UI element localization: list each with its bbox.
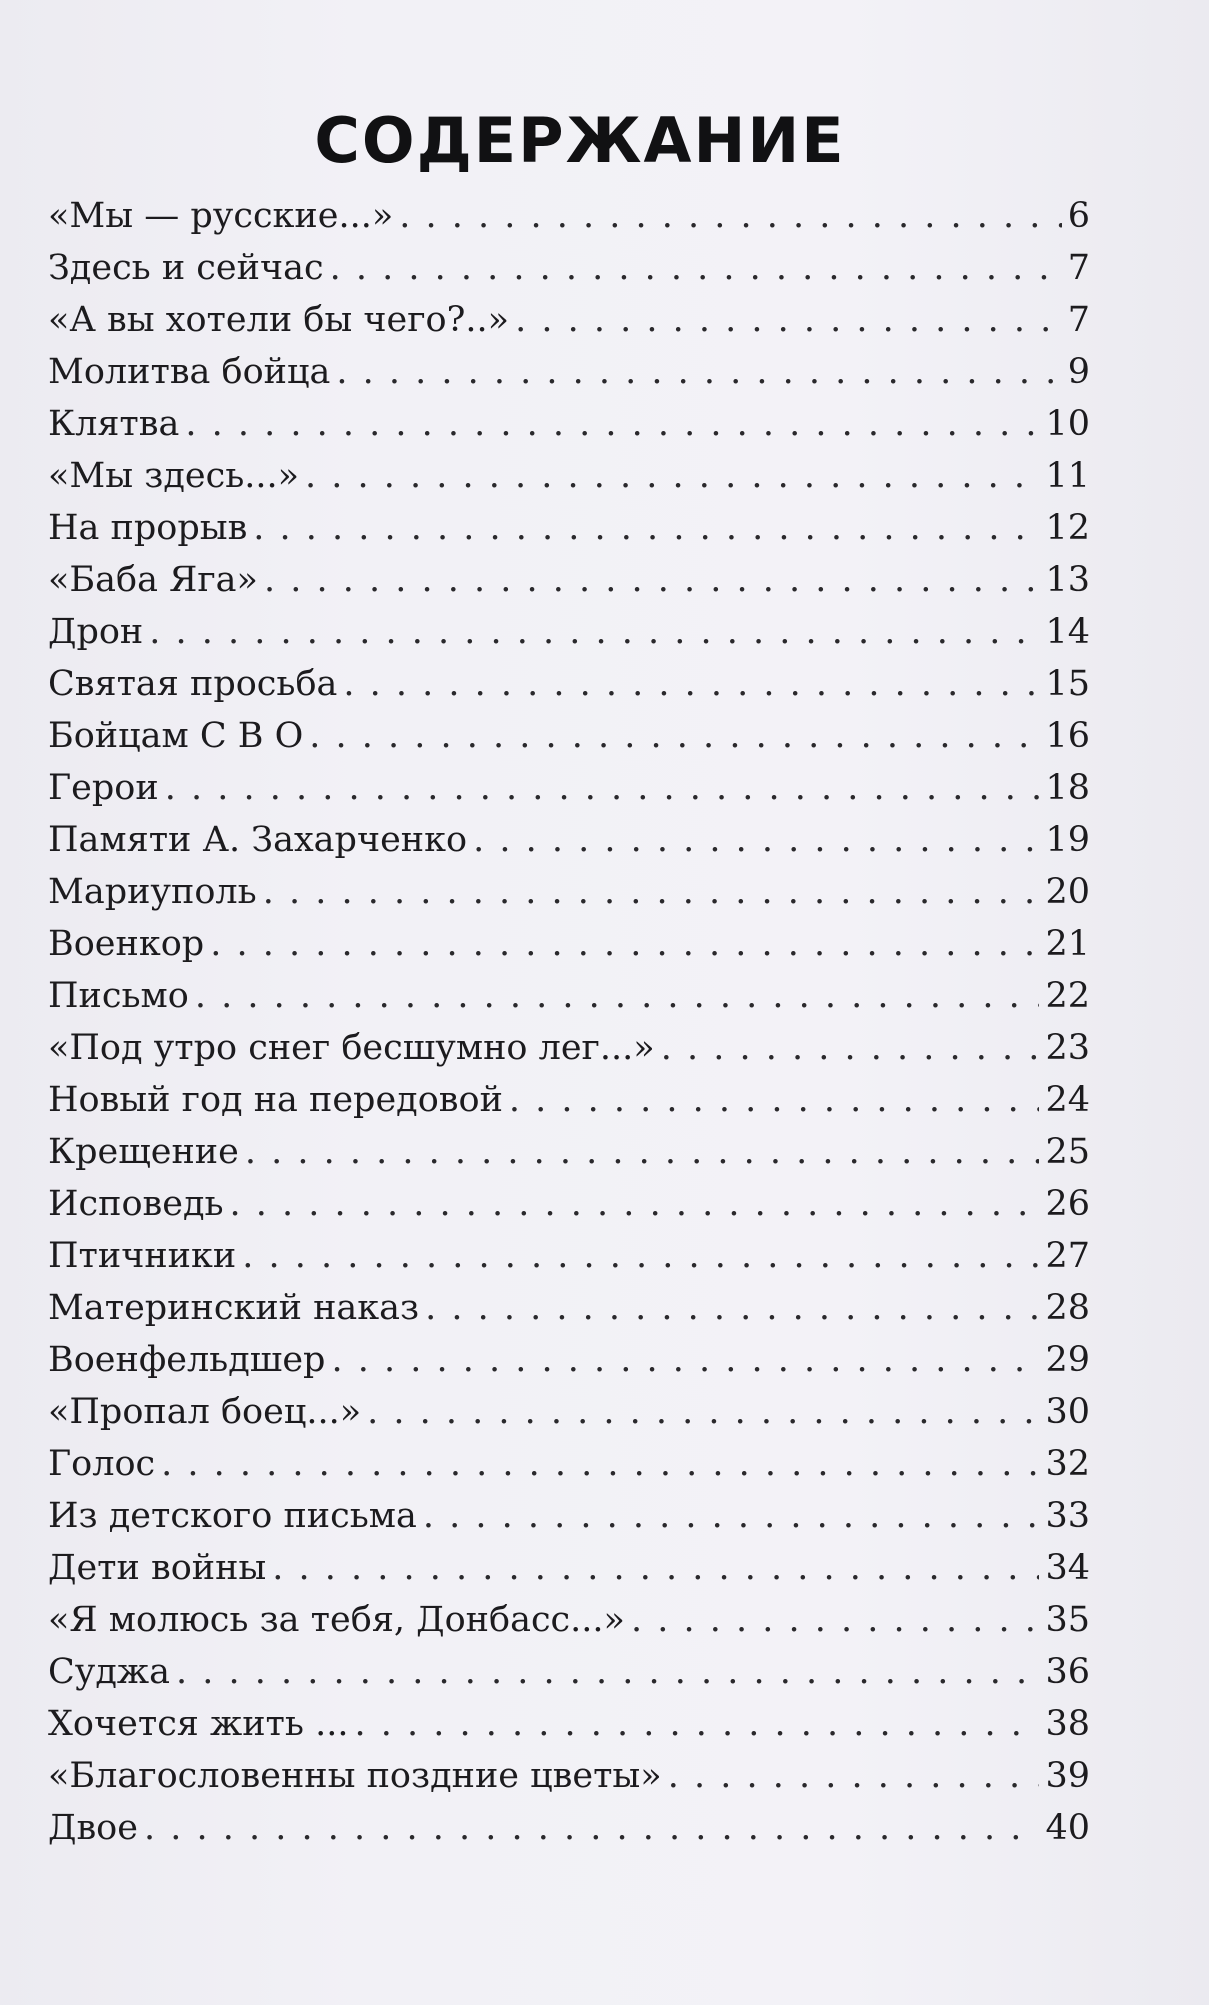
dot-leader — [161, 1438, 1039, 1490]
toc-entry — [48, 554, 1090, 606]
toc-entry-page-number: 40 — [1045, 1808, 1090, 1848]
dot-leader — [195, 970, 1040, 1022]
dot-leader — [343, 658, 1039, 710]
toc-entry — [48, 1074, 1090, 1126]
table-of-contents — [48, 190, 1090, 1854]
toc-entry-page-number: 28 — [1045, 1288, 1090, 1328]
toc-entry-page-number: 18 — [1045, 768, 1090, 808]
toc-entry-page-number: 25 — [1045, 1132, 1090, 1172]
dot-leader — [149, 606, 1039, 658]
toc-entry — [48, 190, 1090, 242]
toc-entry-page-number: 38 — [1045, 1704, 1090, 1744]
toc-entry — [48, 1022, 1090, 1074]
toc-entry-title: «Баба Яга» — [48, 560, 258, 600]
toc-entry — [48, 1698, 1090, 1750]
toc-entry-page-number: 33 — [1045, 1496, 1090, 1536]
toc-entry-title: Святая просьба — [48, 664, 338, 704]
toc-entry-title: Бойцам С В О — [48, 716, 304, 756]
dot-leader — [253, 502, 1039, 554]
toc-entry — [48, 1334, 1090, 1386]
toc-entry-page-number: 16 — [1045, 716, 1090, 756]
toc-entry-page-number: 32 — [1045, 1444, 1090, 1484]
dot-leader — [631, 1594, 1040, 1646]
toc-entry-page-number: 7 — [1067, 300, 1090, 340]
toc-entry-page-number: 14 — [1045, 612, 1090, 652]
toc-entry-title: Мариуполь — [48, 872, 257, 912]
toc-entry-title: Крещение — [48, 1132, 239, 1172]
toc-entry-title: Голос — [48, 1444, 156, 1484]
toc-entry-title: «Мы здесь...» — [48, 456, 300, 496]
toc-entry-page-number: 12 — [1045, 508, 1090, 548]
toc-entry-page-number: 27 — [1045, 1236, 1090, 1276]
dot-leader — [245, 1126, 1040, 1178]
toc-entry-page-number: 20 — [1045, 872, 1090, 912]
toc-entry — [48, 294, 1090, 346]
page-title: СОДЕРЖАНИЕ — [314, 103, 846, 177]
toc-entry — [48, 242, 1090, 294]
toc-entry — [48, 1386, 1090, 1438]
dot-leader — [354, 1698, 1039, 1750]
dot-leader — [668, 1750, 1040, 1802]
toc-entry — [48, 658, 1090, 710]
toc-entry-title: Письмо — [48, 976, 189, 1016]
toc-entry — [48, 346, 1090, 398]
toc-entry-page-number: 10 — [1045, 404, 1090, 444]
toc-entry — [48, 1230, 1090, 1282]
toc-entry — [48, 1802, 1090, 1854]
toc-entry — [48, 1750, 1090, 1802]
toc-entry-page-number: 29 — [1045, 1340, 1090, 1380]
dot-leader — [305, 450, 1039, 502]
toc-entry-title: «Благословенны поздние цветы» — [48, 1756, 662, 1796]
toc-entry-title: Двое — [48, 1808, 138, 1848]
dot-leader — [210, 918, 1039, 970]
toc-entry-title: Хочется жить ... — [48, 1704, 349, 1744]
dot-leader — [473, 814, 1039, 866]
toc-entry — [48, 1126, 1090, 1178]
toc-entry-page-number: 9 — [1067, 352, 1090, 392]
toc-entry-page-number: 39 — [1045, 1756, 1090, 1796]
toc-entry-title: Дрон — [48, 612, 144, 652]
toc-entry-title: Военкор — [48, 924, 205, 964]
toc-entry — [48, 762, 1090, 814]
dot-leader — [165, 762, 1040, 814]
dot-leader — [264, 554, 1040, 606]
dot-leader — [185, 398, 1039, 450]
dot-leader — [330, 242, 1062, 294]
toc-entry-title: Дети войны — [48, 1548, 267, 1588]
toc-entry-title: Памяти А. Захарченко — [48, 820, 468, 860]
toc-entry-page-number: 35 — [1045, 1600, 1090, 1640]
toc-entry — [48, 710, 1090, 762]
toc-entry-page-number: 7 — [1067, 248, 1090, 288]
dot-leader — [425, 1282, 1039, 1334]
toc-entry-page-number: 6 — [1067, 196, 1090, 236]
toc-entry — [48, 918, 1090, 970]
toc-entry-title: «Мы — русские...» — [48, 196, 394, 236]
toc-entry-page-number: 34 — [1045, 1548, 1090, 1588]
dot-leader — [272, 1542, 1039, 1594]
toc-entry-title: Военфельдшер — [48, 1340, 326, 1380]
dot-leader — [509, 1074, 1040, 1126]
toc-entry-title: Исповедь — [48, 1184, 224, 1224]
toc-entry-title: «Под утро снег бесшумно лег...» — [48, 1028, 655, 1068]
toc-entry — [48, 814, 1090, 866]
toc-entry-page-number: 13 — [1045, 560, 1090, 600]
dot-leader — [367, 1386, 1039, 1438]
toc-entry-title: Герои — [48, 768, 159, 808]
toc-entry-title: «А вы хотели бы чего?..» — [48, 300, 510, 340]
toc-entry-title: Материнский наказ — [48, 1288, 420, 1328]
toc-entry — [48, 1542, 1090, 1594]
toc-entry-page-number: 30 — [1045, 1392, 1090, 1432]
toc-entry-title: Клятва — [48, 404, 180, 444]
toc-entry-page-number: 19 — [1045, 820, 1090, 860]
toc-entry-page-number: 23 — [1045, 1028, 1090, 1068]
dot-leader — [309, 710, 1039, 762]
toc-entry — [48, 1490, 1090, 1542]
toc-entry-title: На прорыв — [48, 508, 248, 548]
dot-leader — [399, 190, 1061, 242]
toc-entry-page-number: 36 — [1045, 1652, 1090, 1692]
toc-entry — [48, 606, 1090, 658]
toc-entry — [48, 970, 1090, 1022]
toc-entry — [48, 1438, 1090, 1490]
toc-entry-page-number: 11 — [1045, 456, 1090, 496]
toc-entry — [48, 450, 1090, 502]
toc-entry-title: Молитва бойца — [48, 352, 331, 392]
dot-leader — [242, 1230, 1039, 1282]
dot-leader — [176, 1646, 1039, 1698]
toc-entry — [48, 1594, 1090, 1646]
toc-entry-page-number: 22 — [1045, 976, 1090, 1016]
toc-entry-title: Из детского письма — [48, 1496, 417, 1536]
toc-entry — [48, 502, 1090, 554]
dot-leader — [515, 294, 1062, 346]
toc-entry — [48, 866, 1090, 918]
toc-entry — [48, 1282, 1090, 1334]
dot-leader — [661, 1022, 1040, 1074]
toc-entry-title: Суджа — [48, 1652, 170, 1692]
toc-entry-page-number: 21 — [1045, 924, 1090, 964]
toc-entry-title: «Я молюсь за тебя, Донбасс...» — [48, 1600, 625, 1640]
dot-leader — [331, 1334, 1039, 1386]
dot-leader — [423, 1490, 1040, 1542]
toc-entry-title: Птичники — [48, 1236, 237, 1276]
toc-entry-title: Здесь и сейчас — [48, 248, 324, 288]
dot-leader — [336, 346, 1061, 398]
toc-entry-title: «Пропал боец...» — [48, 1392, 362, 1432]
dot-leader — [144, 1802, 1040, 1854]
toc-entry — [48, 1646, 1090, 1698]
dot-leader — [230, 1178, 1040, 1230]
toc-entry-title: Новый год на передовой — [48, 1080, 503, 1120]
toc-entry — [48, 398, 1090, 450]
toc-entry-page-number: 24 — [1045, 1080, 1090, 1120]
toc-entry — [48, 1178, 1090, 1230]
toc-entry-page-number: 26 — [1045, 1184, 1090, 1224]
toc-entry-page-number: 15 — [1045, 664, 1090, 704]
dot-leader — [263, 866, 1040, 918]
